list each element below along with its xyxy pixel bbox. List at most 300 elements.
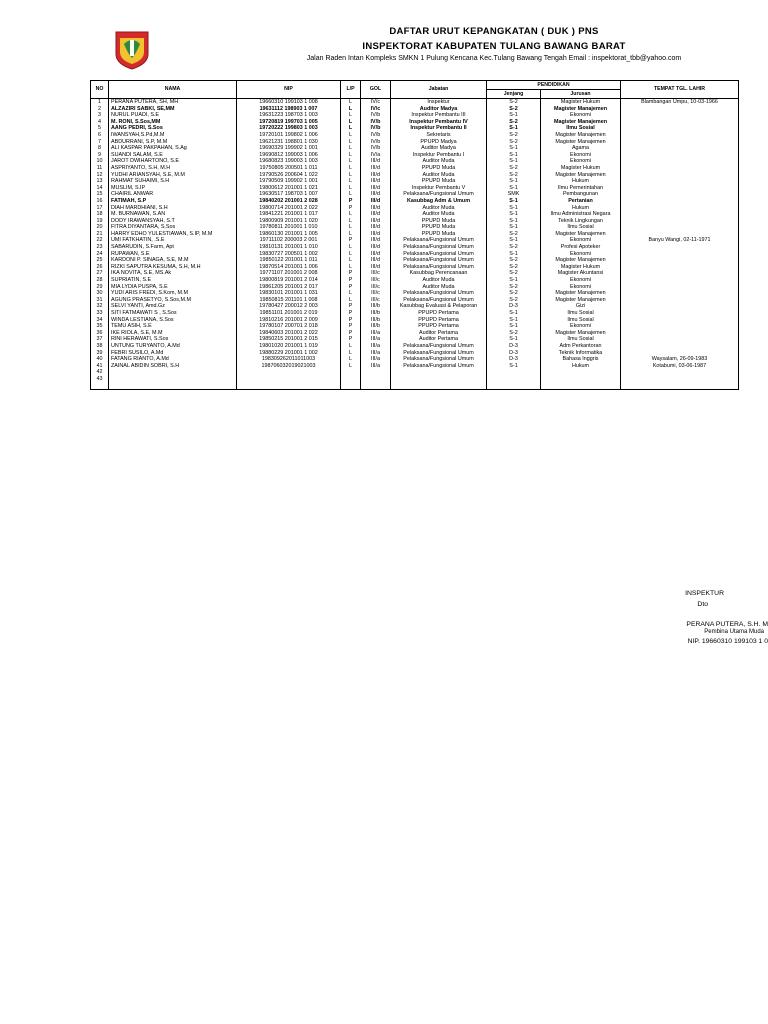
table-row — [91, 297, 739, 304]
cell-ttl — [621, 132, 739, 139]
cell-jurusan: Magister Manajemen — [541, 257, 621, 264]
cell-gol: III/c — [361, 297, 391, 304]
cell-jabatan: Kasubbag Evaluasi & Pelaporan — [391, 303, 487, 310]
cell-no: 29 — [91, 284, 109, 291]
table-row — [91, 376, 739, 383]
cell-jurusan: Teknik Informatika — [541, 350, 621, 357]
cell-no — [91, 383, 109, 390]
cell-lp: P — [341, 237, 361, 244]
cell-nama: RAHMAT SUHAIMI, S.H — [109, 178, 237, 185]
cell-ttl — [621, 284, 739, 291]
cell-lp: L — [341, 218, 361, 225]
cell-nip: 19750805 200501 1 011 — [237, 165, 341, 172]
table-row — [91, 336, 739, 343]
cell-no: 8 — [91, 145, 109, 152]
cell-jurusan: Ekonomi — [541, 251, 621, 258]
cell-gol: III/d — [361, 244, 391, 251]
cell-ttl — [621, 231, 739, 238]
cell-jurusan: Ekonomi — [541, 284, 621, 291]
cell-jenjang: S-1 — [487, 112, 541, 119]
cell-no: 34 — [91, 317, 109, 324]
table-row — [91, 198, 739, 205]
cell-nip: 19880229 201001 1 002 — [237, 350, 341, 357]
cell-nip: 19621231 198801 1 030 — [237, 139, 341, 146]
cell-ttl — [621, 158, 739, 165]
cell-jurusan: Hukum — [541, 178, 621, 185]
cell-gol: IV/c — [361, 99, 391, 106]
table-row — [91, 343, 739, 350]
cell-jabatan: Pelaksana/Fungsional Umum — [391, 251, 487, 258]
table-row — [91, 310, 739, 317]
cell-jabatan: Auditor Pertama — [391, 330, 487, 337]
cell-lp: P — [341, 270, 361, 277]
cell-gol: III/b — [361, 317, 391, 324]
cell-jenjang: S-1 — [487, 178, 541, 185]
cell-jabatan: Pelaksana/Fungsional Umum — [391, 350, 487, 357]
cell-nama: TEMU ASIH, S.E — [109, 323, 237, 330]
cell-jenjang: S-2 — [487, 172, 541, 179]
cell-nama: YUDHI ARIANSYAH, S.E, M.M — [109, 172, 237, 179]
cell-nip: 19850815 201101 1 008 — [237, 297, 341, 304]
cell-ttl — [621, 277, 739, 284]
cell-nama: IKE RIOLA, S.E, M.M — [109, 330, 237, 337]
cell-jurusan: Pembangunan — [541, 191, 621, 198]
cell-gol: III/b — [361, 303, 391, 310]
cell-jabatan: PPUPD Pertama — [391, 317, 487, 324]
cell-ttl — [621, 198, 739, 205]
cell-gol: III/c — [361, 270, 391, 277]
cell-jurusan: Magister Manajemen — [541, 132, 621, 139]
cell-jabatan: Pelaksana/Fungsional Umum — [391, 244, 487, 251]
office-name: INSPEKTORAT KABUPATEN TULANG BAWANG BARAT — [362, 41, 626, 52]
cell-lp: P — [341, 303, 361, 310]
cell-nip: 19790509 199902 1 001 — [237, 178, 341, 185]
table-row — [91, 284, 739, 291]
cell-nip: 19790526 200604 1 022 — [237, 172, 341, 179]
cell-jenjang: S-2 — [487, 165, 541, 172]
cell-ttl — [621, 172, 739, 179]
cell-ttl — [621, 119, 739, 126]
cell-nip: 19800819 201001 2 014 — [237, 277, 341, 284]
table-row — [91, 303, 739, 310]
cell-jenjang: S-1 — [487, 205, 541, 212]
cell-ttl — [621, 251, 739, 258]
cell-jurusan: Magister Akuntansi — [541, 270, 621, 277]
cell-jurusan: Magister Manajemen — [541, 231, 621, 238]
cell-jurusan: Magister Manajemen — [541, 172, 621, 179]
cell-jabatan: Pelaksana/Fungsional Umum — [391, 257, 487, 264]
cell-ttl — [621, 139, 739, 146]
cell-ttl — [621, 383, 739, 390]
cell-gol — [361, 376, 391, 383]
cell-no: 24 — [91, 251, 109, 258]
cell-lp: L — [341, 224, 361, 231]
cell-ttl — [621, 323, 739, 330]
cell-ttl — [621, 205, 739, 212]
cell-gol: III/c — [361, 290, 391, 297]
cell-nama: ASPRIYANTO, S.H, M.H — [109, 165, 237, 172]
cell-jenjang: S-2 — [487, 290, 541, 297]
cell-jurusan: Pertanian — [541, 198, 621, 205]
cell-lp: L — [341, 112, 361, 119]
col-gol: GOL — [361, 81, 391, 99]
cell-no: 22 — [91, 237, 109, 244]
cell-nip: 19851101 201001 2 019 — [237, 310, 341, 317]
cell-jurusan — [541, 369, 621, 376]
cell-jurusan: Ekonomi — [541, 277, 621, 284]
table-row — [91, 106, 739, 113]
cell-jabatan: Auditor Pertama — [391, 336, 487, 343]
cell-lp: L — [341, 178, 361, 185]
cell-ttl — [621, 112, 739, 119]
cell-no: 2 — [91, 106, 109, 113]
table-row — [91, 165, 739, 172]
cell-jurusan: Magister Manajemen — [541, 139, 621, 146]
cell-nama: WINDA LESTIANA, S.Sos — [109, 317, 237, 324]
cell-nama — [109, 369, 237, 376]
cell-nama: DODY IRAWANSYAH, S.T — [109, 218, 237, 225]
cell-nip: 19690812 199003 1 006 — [237, 152, 341, 159]
cell-gol: III/d — [361, 224, 391, 231]
cell-nip: 19840603 201001 2 022 — [237, 330, 341, 337]
cell-nama — [109, 383, 237, 390]
cell-jabatan: Auditor Madya — [391, 106, 487, 113]
cell-nama: PERANA PUTERA, SH, MH — [109, 99, 237, 106]
table-row — [91, 112, 739, 119]
cell-jurusan: Bahasa Inggris — [541, 356, 621, 363]
cell-ttl — [621, 264, 739, 271]
office-address: Jalan Raden Intan Kompleks SMKN 1 Pulung Kencana Kec.Tulang Bawang Tengah Email : inspektorat_tbb@yahoo.com — [306, 55, 682, 62]
cell-no: 19 — [91, 218, 109, 225]
cell-jabatan: Kasubbag Perencanaan — [391, 270, 487, 277]
cell-jabatan: Auditor Madya — [391, 145, 487, 152]
cell-jenjang: S-2 — [487, 119, 541, 126]
cell-no: 3 — [91, 112, 109, 119]
table-row — [91, 145, 739, 152]
cell-nip: 19841221 201001 1 017 — [237, 211, 341, 218]
table-row — [91, 99, 739, 106]
cell-ttl — [621, 106, 739, 113]
cell-lp: L — [341, 152, 361, 159]
cell-jurusan: Adm Perkantoran — [541, 343, 621, 350]
cell-nama: SUANDI SALAM, S.E — [109, 152, 237, 159]
cell-nama: SITI FATMAWATI S , S.Sos — [109, 310, 237, 317]
table-row — [91, 270, 739, 277]
cell-ttl — [621, 211, 739, 218]
cell-jurusan: Ekonomi — [541, 237, 621, 244]
cell-no: 10 — [91, 158, 109, 165]
cell-ttl — [621, 218, 739, 225]
cell-gol: IV/b — [361, 145, 391, 152]
cell-jabatan: Auditor Muda — [391, 205, 487, 212]
cell-jabatan: Inspektur Pembantu I — [391, 152, 487, 159]
cell-lp: L — [341, 106, 361, 113]
cell-nip: 19830101 201001 1 031 — [237, 290, 341, 297]
tulang-bawang-barat-logo — [114, 30, 150, 70]
document-title: DAFTAR URUT KEPANGKATAN ( DUK ) PNS — [389, 26, 599, 37]
cell-jabatan: Auditor Muda — [391, 211, 487, 218]
cell-gol: III/d — [361, 205, 391, 212]
cell-gol: IV/c — [361, 106, 391, 113]
cell-nip: 19800714 201001 2 022 — [237, 205, 341, 212]
cell-gol: IV/b — [361, 125, 391, 132]
cell-ttl — [621, 303, 739, 310]
cell-jenjang: D-3 — [487, 356, 541, 363]
cell-nama: SUPRIATIN, S.E — [109, 277, 237, 284]
cell-ttl — [621, 270, 739, 277]
table-row — [91, 383, 739, 390]
cell-jabatan: PPUPD Muda — [391, 224, 487, 231]
cell-ttl — [621, 317, 739, 324]
cell-jabatan: PPUPD Muda — [391, 231, 487, 238]
cell-jenjang: S-2 — [487, 270, 541, 277]
signature-title: INSPEKTUR — [685, 590, 724, 597]
cell-jabatan: Kasubbag Adm & Umum — [391, 198, 487, 205]
cell-lp: P — [341, 277, 361, 284]
table-row — [91, 277, 739, 284]
cell-ttl — [621, 257, 739, 264]
cell-jenjang: D-3 — [487, 350, 541, 357]
col-lp: L/P — [341, 81, 361, 99]
cell-jenjang: S-1 — [487, 237, 541, 244]
cell-jenjang: S-1 — [487, 336, 541, 343]
cell-jabatan: PPUPD Madya — [391, 139, 487, 146]
cell-jurusan: Magister Manajemen — [541, 330, 621, 337]
cell-no: 15 — [91, 191, 109, 198]
cell-nama: CHAIRIL ANWAR — [109, 191, 237, 198]
table-row — [91, 290, 739, 297]
cell-jenjang: S-2 — [487, 244, 541, 251]
cell-jabatan: Pelaksana/Fungsional Umum — [391, 363, 487, 370]
cell-nip: 198706032019021003 — [237, 363, 341, 370]
cell-lp: L — [341, 251, 361, 258]
cell-jurusan: Ilmu Pemerintahan — [541, 185, 621, 192]
cell-jenjang: S-2 — [487, 106, 541, 113]
cell-jenjang: S-1 — [487, 211, 541, 218]
cell-jabatan — [391, 369, 487, 376]
cell-jenjang: S-1 — [487, 198, 541, 205]
cell-nama: FATANG RIANTO, A.Md — [109, 356, 237, 363]
cell-lp: L — [341, 119, 361, 126]
cell-ttl — [621, 336, 739, 343]
cell-no: 9 — [91, 152, 109, 159]
cell-nama: FITRA DIYANTARA, S.Sos — [109, 224, 237, 231]
cell-gol: III/d — [361, 257, 391, 264]
col-pendidikan: PENDIDIKAN — [487, 81, 621, 90]
cell-gol: III/d — [361, 231, 391, 238]
cell-nip: 19660310 199103 1 008 — [237, 99, 341, 106]
cell-gol: III/d — [361, 172, 391, 179]
cell-jurusan: Ekonomi — [541, 158, 621, 165]
table-row — [91, 330, 739, 337]
cell-gol: III/a — [361, 356, 391, 363]
cell-ttl — [621, 343, 739, 350]
table-row — [91, 178, 739, 185]
cell-nip: 19840202 201001 2 028 — [237, 198, 341, 205]
table-row — [91, 205, 739, 212]
cell-nip: 19870514 201001 1 006 — [237, 264, 341, 271]
cell-lp: P — [341, 330, 361, 337]
cell-jabatan: Inspektur Pembantu III — [391, 112, 487, 119]
cell-lp: P — [341, 205, 361, 212]
cell-lp: L — [341, 139, 361, 146]
cell-jenjang: D-3 — [487, 343, 541, 350]
table-row — [91, 211, 739, 218]
cell-gol: III/a — [361, 330, 391, 337]
cell-jabatan: Pelaksana/Fungsional Umum — [391, 264, 487, 271]
cell-lp: L — [341, 132, 361, 139]
cell-nama: MIA LYDIA PUSPA, S.E — [109, 284, 237, 291]
cell-nip: 19800612 201001 1 021 — [237, 185, 341, 192]
col-no: NO — [91, 81, 109, 99]
cell-jurusan: Agama — [541, 145, 621, 152]
cell-no: 28 — [91, 277, 109, 284]
cell-nama: NURUL PUADI, S.E — [109, 112, 237, 119]
cell-no: 27 — [91, 270, 109, 277]
cell-jurusan — [541, 376, 621, 383]
cell-jabatan: Inspektur Pembantu IV — [391, 119, 487, 126]
cell-nip: 19720101 199802 1 006 — [237, 132, 341, 139]
cell-nama: SELVI YANTI, Amd.Gz — [109, 303, 237, 310]
cell-ttl — [621, 310, 739, 317]
cell-lp — [341, 383, 361, 390]
cell-nip: 19850122 201001 1 011 — [237, 257, 341, 264]
cell-no: 33 — [91, 310, 109, 317]
cell-nip: 19690329 199902 1 001 — [237, 145, 341, 152]
signature-name: PERANA PUTERA, S.H. M — [686, 621, 768, 628]
cell-jenjang: S-1 — [487, 224, 541, 231]
cell-nama: M. RONI, S.Sos,MM — [109, 119, 237, 126]
cell-jenjang: S-2 — [487, 297, 541, 304]
cell-nip: 19720222 199803 1 003 — [237, 125, 341, 132]
cell-gol: III/d — [361, 264, 391, 271]
cell-jenjang: D-3 — [487, 303, 541, 310]
table-row — [91, 257, 739, 264]
cell-nama: JAROT DWIHARTONO, S.E — [109, 158, 237, 165]
cell-no: 42 — [91, 369, 109, 376]
cell-nama — [109, 376, 237, 383]
cell-ttl — [621, 369, 739, 376]
table-row — [91, 191, 739, 198]
cell-jenjang: S-1 — [487, 251, 541, 258]
cell-lp: L — [341, 350, 361, 357]
cell-nip: 19780427 200012 2 003 — [237, 303, 341, 310]
cell-jurusan: Magister Hukum — [541, 99, 621, 106]
cell-lp: L — [341, 165, 361, 172]
cell-lp: L — [341, 363, 361, 370]
table-row — [91, 152, 739, 159]
cell-jurusan: Magister Manajemen — [541, 119, 621, 126]
cell-jurusan: Magister Manajemen — [541, 290, 621, 297]
cell-nip: 19720819 199703 1 005 — [237, 119, 341, 126]
cell-no: 40 — [91, 356, 109, 363]
col-jabatan: Jabatan — [391, 81, 487, 99]
cell-no: 32 — [91, 303, 109, 310]
cell-nama: KARDONI P. SINAGA, S.E, M.M — [109, 257, 237, 264]
cell-no: 4 — [91, 119, 109, 126]
cell-jenjang: S-1 — [487, 317, 541, 324]
cell-no: 25 — [91, 257, 109, 264]
cell-gol: III/d — [361, 191, 391, 198]
cell-no: 23 — [91, 244, 109, 251]
cell-jurusan: Hukum — [541, 205, 621, 212]
cell-jenjang: S-2 — [487, 284, 541, 291]
cell-gol: III/a — [361, 350, 391, 357]
cell-nama: ZAINAL ABIDIN SOBRI, S.H — [109, 363, 237, 370]
cell-gol: IV/b — [361, 139, 391, 146]
cell-jabatan: PPUPD Pertama — [391, 323, 487, 330]
table-row — [91, 231, 739, 238]
cell-nip: 19711102 200003 2 001 — [237, 237, 341, 244]
cell-no: 5 — [91, 125, 109, 132]
cell-nama: UMI FATKHATIN, .S.E — [109, 237, 237, 244]
cell-no: 26 — [91, 264, 109, 271]
cell-nip: 19780811 201001 1 010 — [237, 224, 341, 231]
cell-gol: III/d — [361, 185, 391, 192]
table-row — [91, 158, 739, 165]
cell-lp: P — [341, 336, 361, 343]
cell-jenjang: S-1 — [487, 152, 541, 159]
cell-jenjang: S-2 — [487, 330, 541, 337]
table-row — [91, 363, 739, 370]
signature-sub: Dto — [697, 601, 708, 608]
cell-no: 21 — [91, 231, 109, 238]
cell-no: 16 — [91, 198, 109, 205]
cell-ttl — [621, 152, 739, 159]
cell-gol: III/a — [361, 336, 391, 343]
cell-lp: L — [341, 125, 361, 132]
cell-jabatan: Pelaksana/Fungsional Umum — [391, 297, 487, 304]
table-row — [91, 244, 739, 251]
table-row — [91, 119, 739, 126]
cell-jabatan: Pelaksana/Fungsional Umum — [391, 290, 487, 297]
cell-jabatan — [391, 376, 487, 383]
table-row — [91, 237, 739, 244]
cell-jabatan: Auditor Muda — [391, 172, 487, 179]
cell-lp: P — [341, 198, 361, 205]
cell-ttl: Blambangan Umpu, 10-03-1966 — [621, 99, 739, 106]
cell-ttl — [621, 297, 739, 304]
cell-nama: RINI HERAWATI, S.Sos — [109, 336, 237, 343]
cell-jenjang: S-2 — [487, 139, 541, 146]
cell-gol: III/d — [361, 218, 391, 225]
cell-nip: 198309262011011003 — [237, 356, 341, 363]
cell-lp: P — [341, 310, 361, 317]
cell-jenjang — [487, 369, 541, 376]
cell-gol: III/b — [361, 323, 391, 330]
cell-jabatan: PPUPD Muda — [391, 218, 487, 225]
cell-lp — [341, 376, 361, 383]
cell-gol: III/d — [361, 165, 391, 172]
cell-no: 38 — [91, 343, 109, 350]
cell-jenjang: S-1 — [487, 218, 541, 225]
cell-jurusan: Magister Manajemen — [541, 297, 621, 304]
cell-nip: 19631112 198903 1 007 — [237, 106, 341, 113]
cell-jurusan: Ilmu Sosial — [541, 224, 621, 231]
cell-nama: IKA NOVITA, S.E, MS.Ak — [109, 270, 237, 277]
col-nip: NIP — [237, 81, 341, 99]
cell-jabatan: PPUPD Muda — [391, 165, 487, 172]
cell-no: 20 — [91, 224, 109, 231]
cell-nama: FEBRI SUSILO, A.Md — [109, 350, 237, 357]
cell-gol: IV/b — [361, 132, 391, 139]
cell-ttl — [621, 145, 739, 152]
cell-nip — [237, 369, 341, 376]
cell-nip: 19630517 198703 1 007 — [237, 191, 341, 198]
cell-no: 13 — [91, 178, 109, 185]
cell-gol: III/d — [361, 158, 391, 165]
signature-rank: Pembina Utama Muda — [704, 629, 764, 635]
